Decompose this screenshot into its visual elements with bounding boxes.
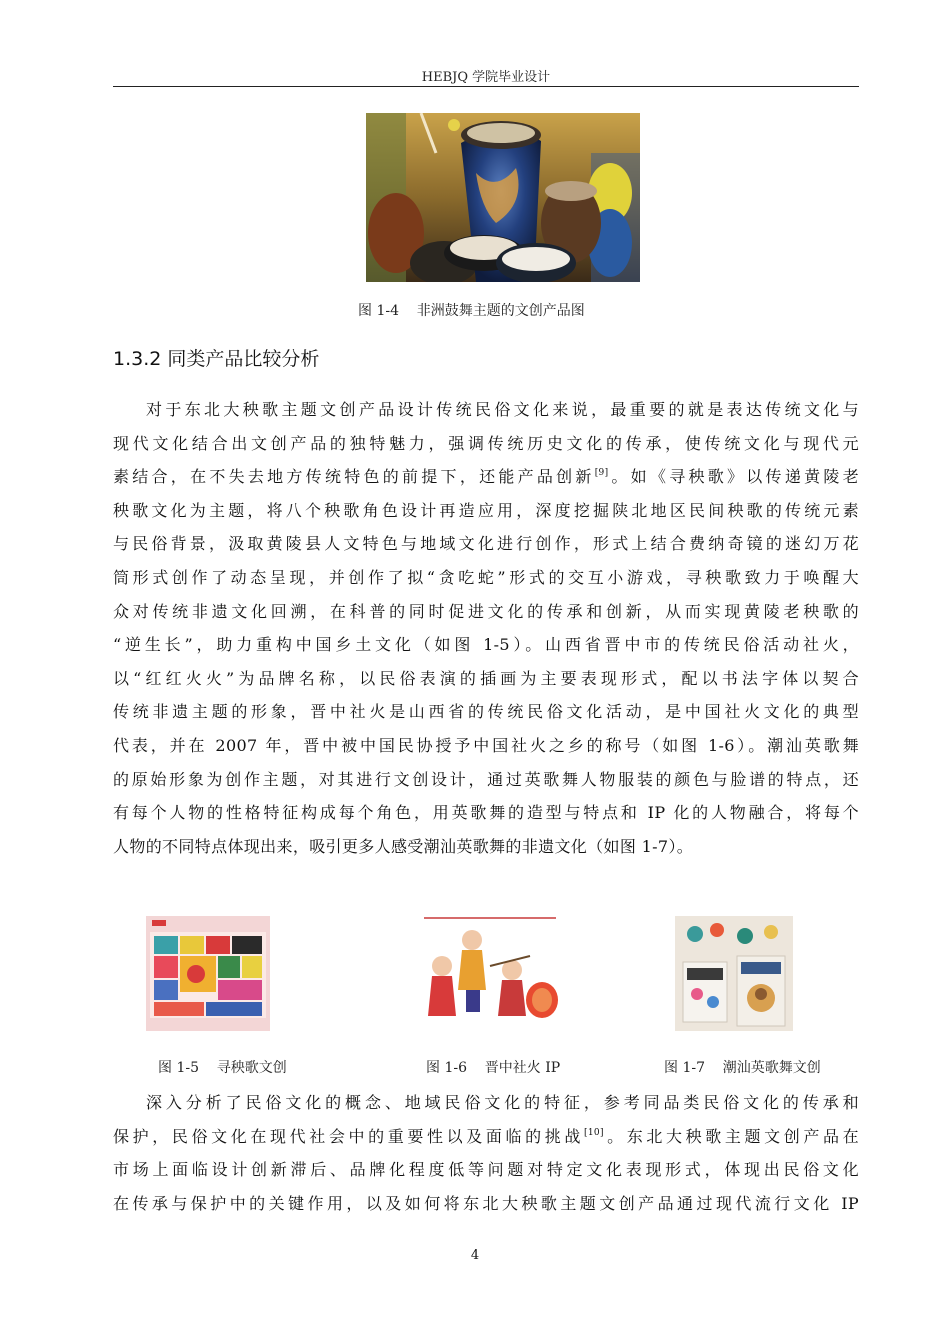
text-run: 。东北大秧歌主题文创产品在 [603, 1126, 859, 1146]
figure-caption-1-7: 图 1-7 潮汕英歌舞文创 [664, 1060, 821, 1076]
text-line: 市场上面临设计创新滞后、品牌化程度低等问题对特定文化表现形式，体现出民俗文化 [113, 1160, 859, 1180]
text-run: 。如《寻秧歌》以传递黄陵老 [608, 467, 859, 487]
text-line: 传统非遗主题的形象，晋中社火是山西省的传统民俗文化活动，是中国社火文化的典型 [113, 702, 859, 722]
figure-caption-1-6: 图 1-6 晋中社火 IP [426, 1060, 561, 1076]
text-line: 秧歌文化为主题，将八个秧歌角色设计再造应用，深度挖掘陕北地区民间秧歌的传统元素 [113, 500, 859, 520]
text-run: 素结合，在不失去地方传统特色的前提下，还能产品创新 [113, 467, 595, 487]
text-line: 对于东北大秧歌主题文创产品设计传统民俗文化来说，最重要的就是表达传统文化与 [146, 400, 859, 419]
text-line: 深入分析了民俗文化的概念、地域民俗文化的特征，参考同品类民俗文化的传承和 [146, 1093, 859, 1112]
text-line: 众对传统非遗文化回溯，在科普的同时促进文化的传承和创新，从而实现黄陵老秧歌的 [113, 601, 859, 621]
text-line: “逆生长”，助力重构中国乡土文化（如图 1-5）。山西省晋中市的传统民俗活动社火， [113, 635, 859, 655]
jinzhong-shehuo-ip-image [420, 916, 560, 1031]
citation-9: [9] [594, 468, 609, 479]
text-line: 有每个人物的性格特征构成每个角色，用英歌舞的造型与特点和 IP 化的人物融合，将每个 [113, 803, 859, 823]
header-rule [113, 86, 859, 87]
figure-caption-1-5: 图 1-5 寻秧歌文创 [158, 1060, 287, 1076]
chaoshan-yingge-dance-product-image [675, 916, 793, 1031]
text-line [113, 1120, 859, 1154]
citation-10: [10] [584, 1127, 604, 1138]
text-line: 在传承与保护中的关键作用，以及如何将东北大秧歌主题文创产品通过现代流行文化 IP [113, 1193, 859, 1213]
paragraph-2 [113, 1086, 859, 1220]
text-line: 的原始形象为创作主题，对其进行文创设计，通过英歌舞人物服装的颜色与脸谱的特点，还 [113, 769, 859, 789]
section-title: 1.3.2 同类产品比较分析 [113, 348, 320, 370]
text-line: 与民俗背景，汲取黄陵县人文特色与地域文化进行创作，形式上结合费纳奇镜的迷幻万花 [113, 534, 859, 554]
paragraph-1 [113, 393, 859, 863]
text-run: 保护，民俗文化在现代社会中的重要性以及面临的挑战 [113, 1126, 584, 1146]
figure-caption-1-4: 图 1-4 非洲鼓舞主题的文创产品图 [358, 303, 585, 319]
page-header: HEBJQ 学院毕业设计 [421, 70, 551, 85]
text-line: 现代文化结合出文创产品的独特魅力，强调传统历史文化的传承，使传统文化与现代元 [113, 433, 859, 453]
text-line [113, 460, 859, 494]
xunyangge-cultural-product-image [146, 916, 270, 1031]
text-line: 代表，并在 2007 年，晋中被中国民协授予中国社火之乡的称号（如图 1-6）。潮汕英歌舞 [113, 735, 859, 755]
page-number: 4 [470, 1248, 480, 1263]
african-drum-photo [366, 113, 640, 282]
text-line: 人物的不同特点体现出来，吸引更多人感受潮汕英歌舞的非遗文化（如图 1-7）。 [113, 836, 694, 856]
text-line: 以“红红火火”为品牌名称，以民俗表演的插画为主要表现形式，配以书法字体以契合 [113, 668, 859, 688]
text-line: 筒形式创作了动态呈现，并创作了拟“贪吃蛇”形式的交互小游戏，寻秧歌致力于唤醒大 [113, 567, 859, 587]
